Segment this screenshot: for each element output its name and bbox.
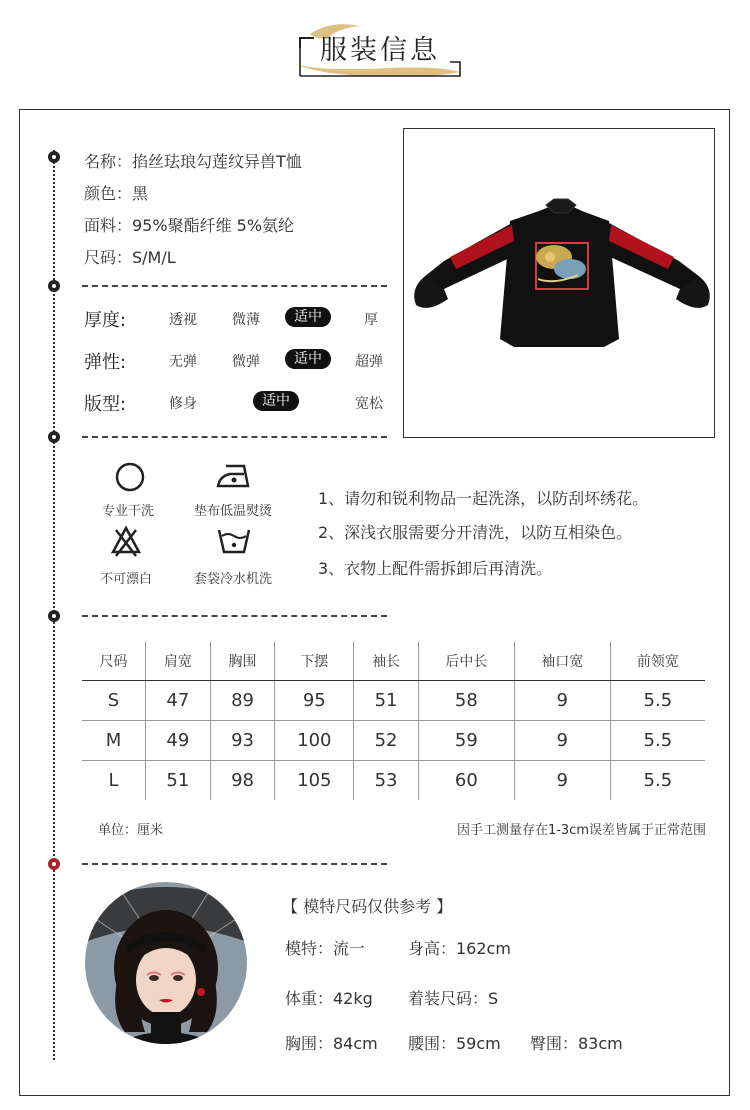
table-cell: 59 <box>418 720 514 760</box>
timeline-dot <box>48 610 60 622</box>
rating-option: 宽松 <box>355 396 383 412</box>
table-header: 胸围 <box>210 642 275 680</box>
rating-option: 透视 <box>169 312 197 328</box>
table-row <box>82 680 705 720</box>
table-cell: 58 <box>418 680 514 720</box>
table-header: 下摆 <box>275 642 354 680</box>
rating-option-selected: 适中 <box>285 349 331 369</box>
divider <box>82 436 387 438</box>
table-cell: 52 <box>354 720 419 760</box>
table-cell: 51 <box>146 760 211 800</box>
size-note: 因手工测量存在1-3cm误差皆属于正常范围 <box>456 823 706 838</box>
rating-option-selected: 适中 <box>285 307 331 327</box>
page-title: 服装信息 <box>320 35 440 66</box>
model-weight: 体重：42kg <box>285 989 373 1008</box>
no-bleach-icon <box>110 524 142 558</box>
care-label: 不可漂白 <box>99 572 152 587</box>
table-row <box>82 760 705 800</box>
table-cell: 9 <box>514 680 610 720</box>
table-header: 后中长 <box>418 642 514 680</box>
care-label: 专业干洗 <box>101 504 154 519</box>
page-header <box>0 0 750 105</box>
product-name: 名称：掐丝珐琅勾莲纹异兽T恤 <box>84 152 302 171</box>
table-cell: S <box>82 680 146 720</box>
rating-option: 修身 <box>169 396 197 412</box>
divider <box>82 285 387 287</box>
rating-option: 无弹 <box>169 354 197 370</box>
table-cell: 105 <box>275 760 354 800</box>
model-hip: 臀围：83cm <box>530 1034 623 1053</box>
model-title: 【 模特尺码仅供参考 】 <box>282 897 453 916</box>
rating-option-selected: 适中 <box>253 391 299 411</box>
table-header-row <box>82 642 705 680</box>
care-note: 1、请勿和锐利物品一起洗涤，以防刮坏绣花。 <box>318 489 649 508</box>
model-bust: 胸围：84cm <box>285 1034 378 1053</box>
divider <box>82 615 387 617</box>
rating-option: 微弹 <box>232 354 260 370</box>
table-cell: 49 <box>146 720 211 760</box>
care-label: 垫布低温熨烫 <box>193 504 272 519</box>
table-cell: L <box>82 760 146 800</box>
product-size: 尺码：S/M/L <box>84 248 176 267</box>
table-cell: 98 <box>210 760 275 800</box>
table-cell: 5.5 <box>610 680 705 720</box>
tshirt-illustration <box>404 129 714 437</box>
table-cell: 51 <box>354 680 419 720</box>
model-height: 身高：162cm <box>408 939 511 958</box>
table-cell: 9 <box>514 760 610 800</box>
model-photo <box>85 882 247 1044</box>
rating-thickness-label: 厚度: <box>84 310 127 331</box>
model-wear-size: 着装尺码：S <box>408 989 499 1008</box>
divider <box>82 863 387 865</box>
table-header: 袖口宽 <box>514 642 610 680</box>
timeline-dot-red <box>48 858 60 870</box>
table-header: 前领宽 <box>610 642 705 680</box>
table-row <box>82 720 705 760</box>
product-color: 颜色：黑 <box>84 184 149 203</box>
model-avatar <box>85 882 247 1044</box>
table-cell: 5.5 <box>610 720 705 760</box>
table-header: 尺码 <box>82 642 146 680</box>
model-name: 模特：流一 <box>285 939 366 958</box>
product-fabric: 面料：95%聚酯纤维 5%氨纶 <box>84 216 295 235</box>
care-note: 2、深浅衣服需要分开清洗，以防互相染色。 <box>318 523 633 542</box>
model-waist: 腰围：59cm <box>408 1034 501 1053</box>
table-cell: 100 <box>275 720 354 760</box>
size-unit: 单位：厘米 <box>98 823 164 838</box>
timeline-dot <box>48 280 60 292</box>
rating-option: 超弹 <box>355 354 383 370</box>
table-cell: 53 <box>354 760 419 800</box>
table-cell: 5.5 <box>643 769 673 791</box>
care-label: 套袋冷水机洗 <box>193 572 272 587</box>
table-cell: 95 <box>275 680 354 720</box>
product-photo <box>403 128 715 438</box>
timeline-dot <box>48 431 60 443</box>
rating-fit-label: 版型: <box>84 394 127 415</box>
timeline-dot <box>48 151 60 163</box>
table-header: 肩宽 <box>146 642 211 680</box>
size-table <box>82 642 705 800</box>
table-cell: 60 <box>418 760 514 800</box>
table-cell: M <box>82 720 146 760</box>
rating-option: 微薄 <box>232 312 260 328</box>
table-cell: 9 <box>514 720 610 760</box>
iron-low-temp-icon <box>214 460 254 492</box>
table-cell: 93 <box>210 720 275 760</box>
machine-wash-cold-icon <box>216 526 252 556</box>
care-note: 3、衣物上配件需拆卸后再清洗。 <box>318 559 553 578</box>
table-header: 袖长 <box>354 642 419 680</box>
rating-elasticity-label: 弹性: <box>84 352 127 373</box>
circle-dry-clean-icon <box>113 460 147 494</box>
rating-option: 厚 <box>364 312 378 328</box>
table-cell: 89 <box>210 680 275 720</box>
table-cell: 47 <box>146 680 211 720</box>
